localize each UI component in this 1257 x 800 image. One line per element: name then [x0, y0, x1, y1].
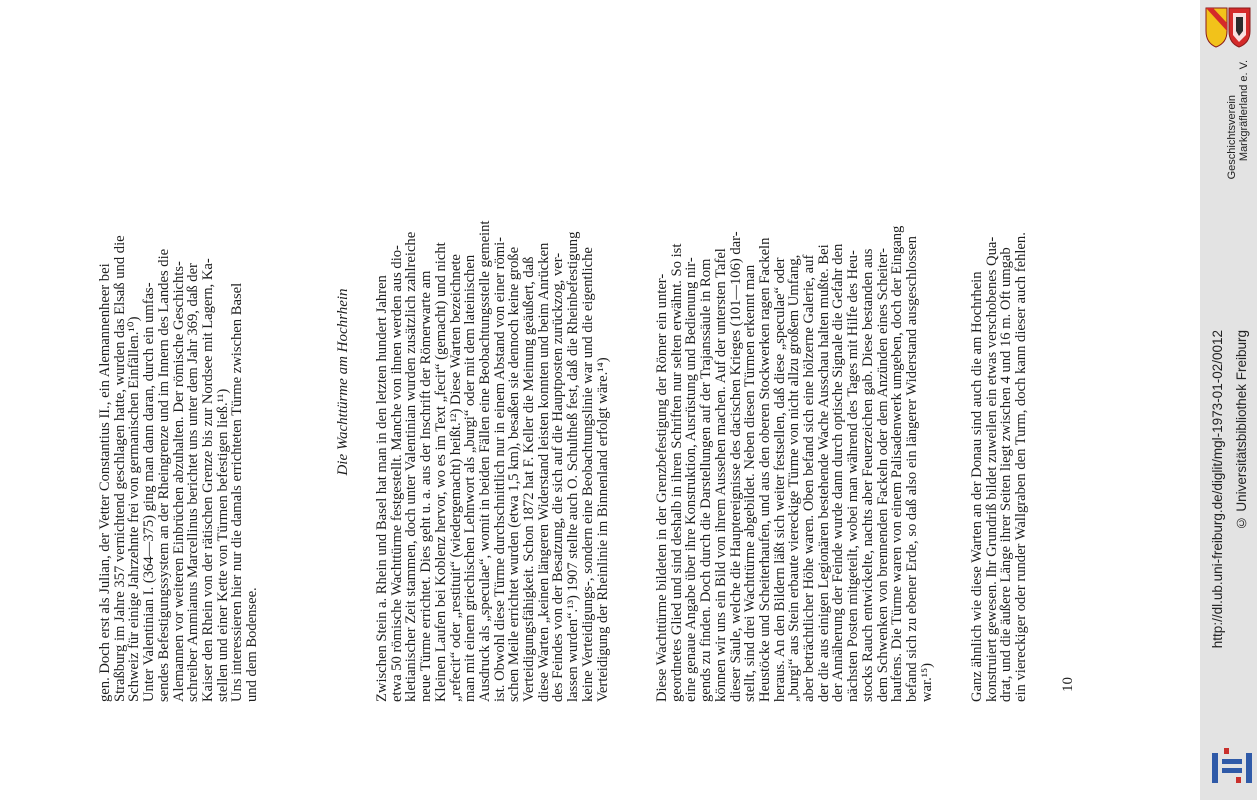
coat-of-arms-icon [1203, 5, 1253, 49]
paragraph-hochrhein: Ganz ähnlich wie diese Warten an der Donau sind auch die am Hochrhein konstruiert gewesen. Ihr Grundriß bildet zuweilen ein etwas verschobenes Qua- drat, und die äußere Länge ihrer Seiten liegt zwischen 4 und 16 m. Oft umgab ein viereckiger oder runder Wallgraben den Turm, doch kann dieser auch fehlen. [969, 232, 1030, 702]
section-heading: Die Wachttürme am Hochrhein [335, 288, 351, 476]
society-name-line-2: Markgräflerland e. V. [1238, 60, 1250, 162]
society-name-line-1: Geschichtsverein [1226, 95, 1238, 180]
paragraph-wachttuerme: Zwischen Stein a. Rhein und Basel hat man in den letzten hundert Jahren etwa 50 römische Wachttürme festgestellt. Manche von ihnen werden aus dio- kletianischer Zeit stammen, doch unter Valentinian wurden zusätzlich zahlreiche neue Türme errichtet. Dies geht u. a. aus der Inschrift der Römerwarte am Kleinen Laufen bei Koblenz hervor, wo es im Text „fecit“ (gemacht) und nicht „refecit“ oder „restituit“ (wiedergemacht) heißt.¹²) Diese Warten bezeichnete man mit einem griechischen Lehnwort als „burgi“ oder mit dem lateinischen Ausdruck als „speculae“, womit in beiden Fällen eine Beobachtungsstelle gemeint ist. Obwohl diese Türme durchschnittlich nur in einem Abstand von einer römi- schen Meile errichtet wurden (etwa 1,5 km), besaßen sie dennoch keine große Verteidigungsfähigkeit. Schon 1872 hat F. Keller die Meinung geäußert, daß diese Warten „keinen längeren Widerstand leisten konnten und beim Anrücken des Feindes von der Besatzung, die sich auf die Hauptposten zurückzog, ver- lassen wurden“.¹³) 1907 stellte auch O. Schultheß fest, daß die Rheinbefestigung keine Verteidigungs-, sondern eine Beobachtungslinie war und die eigentliche Verteidigung der Rheinlinie im Binnenland erfolgt wäre.¹⁴) [374, 220, 611, 702]
page-number: 10 [1060, 677, 1076, 692]
source-url-link[interactable]: http://dl.ub.uni-freiburg.de/diglit/mgl-1973-01-02/0012 [1210, 330, 1225, 649]
ub-freiburg-logo-icon [1210, 745, 1254, 787]
copyright-notice: © Universitätsbibliothek Freiburg [1234, 330, 1249, 531]
paragraph-intro: gen. Doch erst als Julian, der Vetter Constantius II., ein Alemannenheer bei Straßburg im Jahre 357 vernichtend geschlagen hatte, wurden das Elsaß und die Schweiz für einige Jahrzehnte frei von germanischen Einfällen.¹⁰) Unter Valentinian I. (364—375) ging man dann daran, durch ein umfas- sendes Befestigungssystem an der Rheingrenze und im Innern des Landes die Alemannen vor weiteren Einbrüchen abzuhalten. Der römische Geschichts- schreiber Ammianus Marcellinus berichtet uns unter dem Jahr 369, daß der Kaiser den Rhein von der rätischen Grenze bis zur Nordsee mit Lagern, Ka- stellen und einer Kette von Türmen befestigen ließ.¹¹) Uns interessieren hier nur die damals errichteten Türme zwischen Basel und dem Bodensee. [97, 235, 261, 702]
paragraph-grenzbefestigung: Diese Wachttürme bildeten in der Grenzbefestigung der Römer ein unter- geordnetes Glied und sind deshalb in ihren Schriften nur selten erwähnt. So ist eine genaue Angabe über ihre Konstruktion, Ausrüstung und Bedienung nir- gends zu finden. Doch durch die Darstellungen auf der Trajanssäule in Rom können wir uns ein Bild von ihrem Aussehen machen. Auf der untersten Tafel dieser Säule, welche die Hauptereignisse des dacischen Krieges (101—106) dar- stellt, sind drei Wachttürme abgebildet. Neben diesen Türmen erkennt man Heustöcke und Scheiterhaufen, und aus den oberen Stockwerken ragen Fackeln heraus. An den Bildern läßt sich weiter festsellen, daß diese „speculae“ oder „burgi“ aus Stein erbaute viereckige Türme von nicht allzu großem Umfang, aber beträchtlicher Höhe waren. Oben befand sich eine hölzerne Galerie, auf der die aus einigen Legionären bestehende Wache Ausschau halten mußte. Bei der Annäherung der Feinde wurde dann durch optische Signale die Gefahr den nächsten Posten mitgeteilt, wobei man während des Tages mit Hilfe des Heu- stocks Rauch entwickelte, nachts aber Feuerzeichen gab. Diese bestanden aus dem Schwenken von brennenden Fackeln oder dem Anzünden eines Scheiter- haufens. Die Türme waren von einem Palisadenwerk umgeben, doch der Eingang befand sich zu ebener Erde, so daß also ein längerer Widerstand ausgeschlossen war.¹⁵) [654, 225, 935, 702]
